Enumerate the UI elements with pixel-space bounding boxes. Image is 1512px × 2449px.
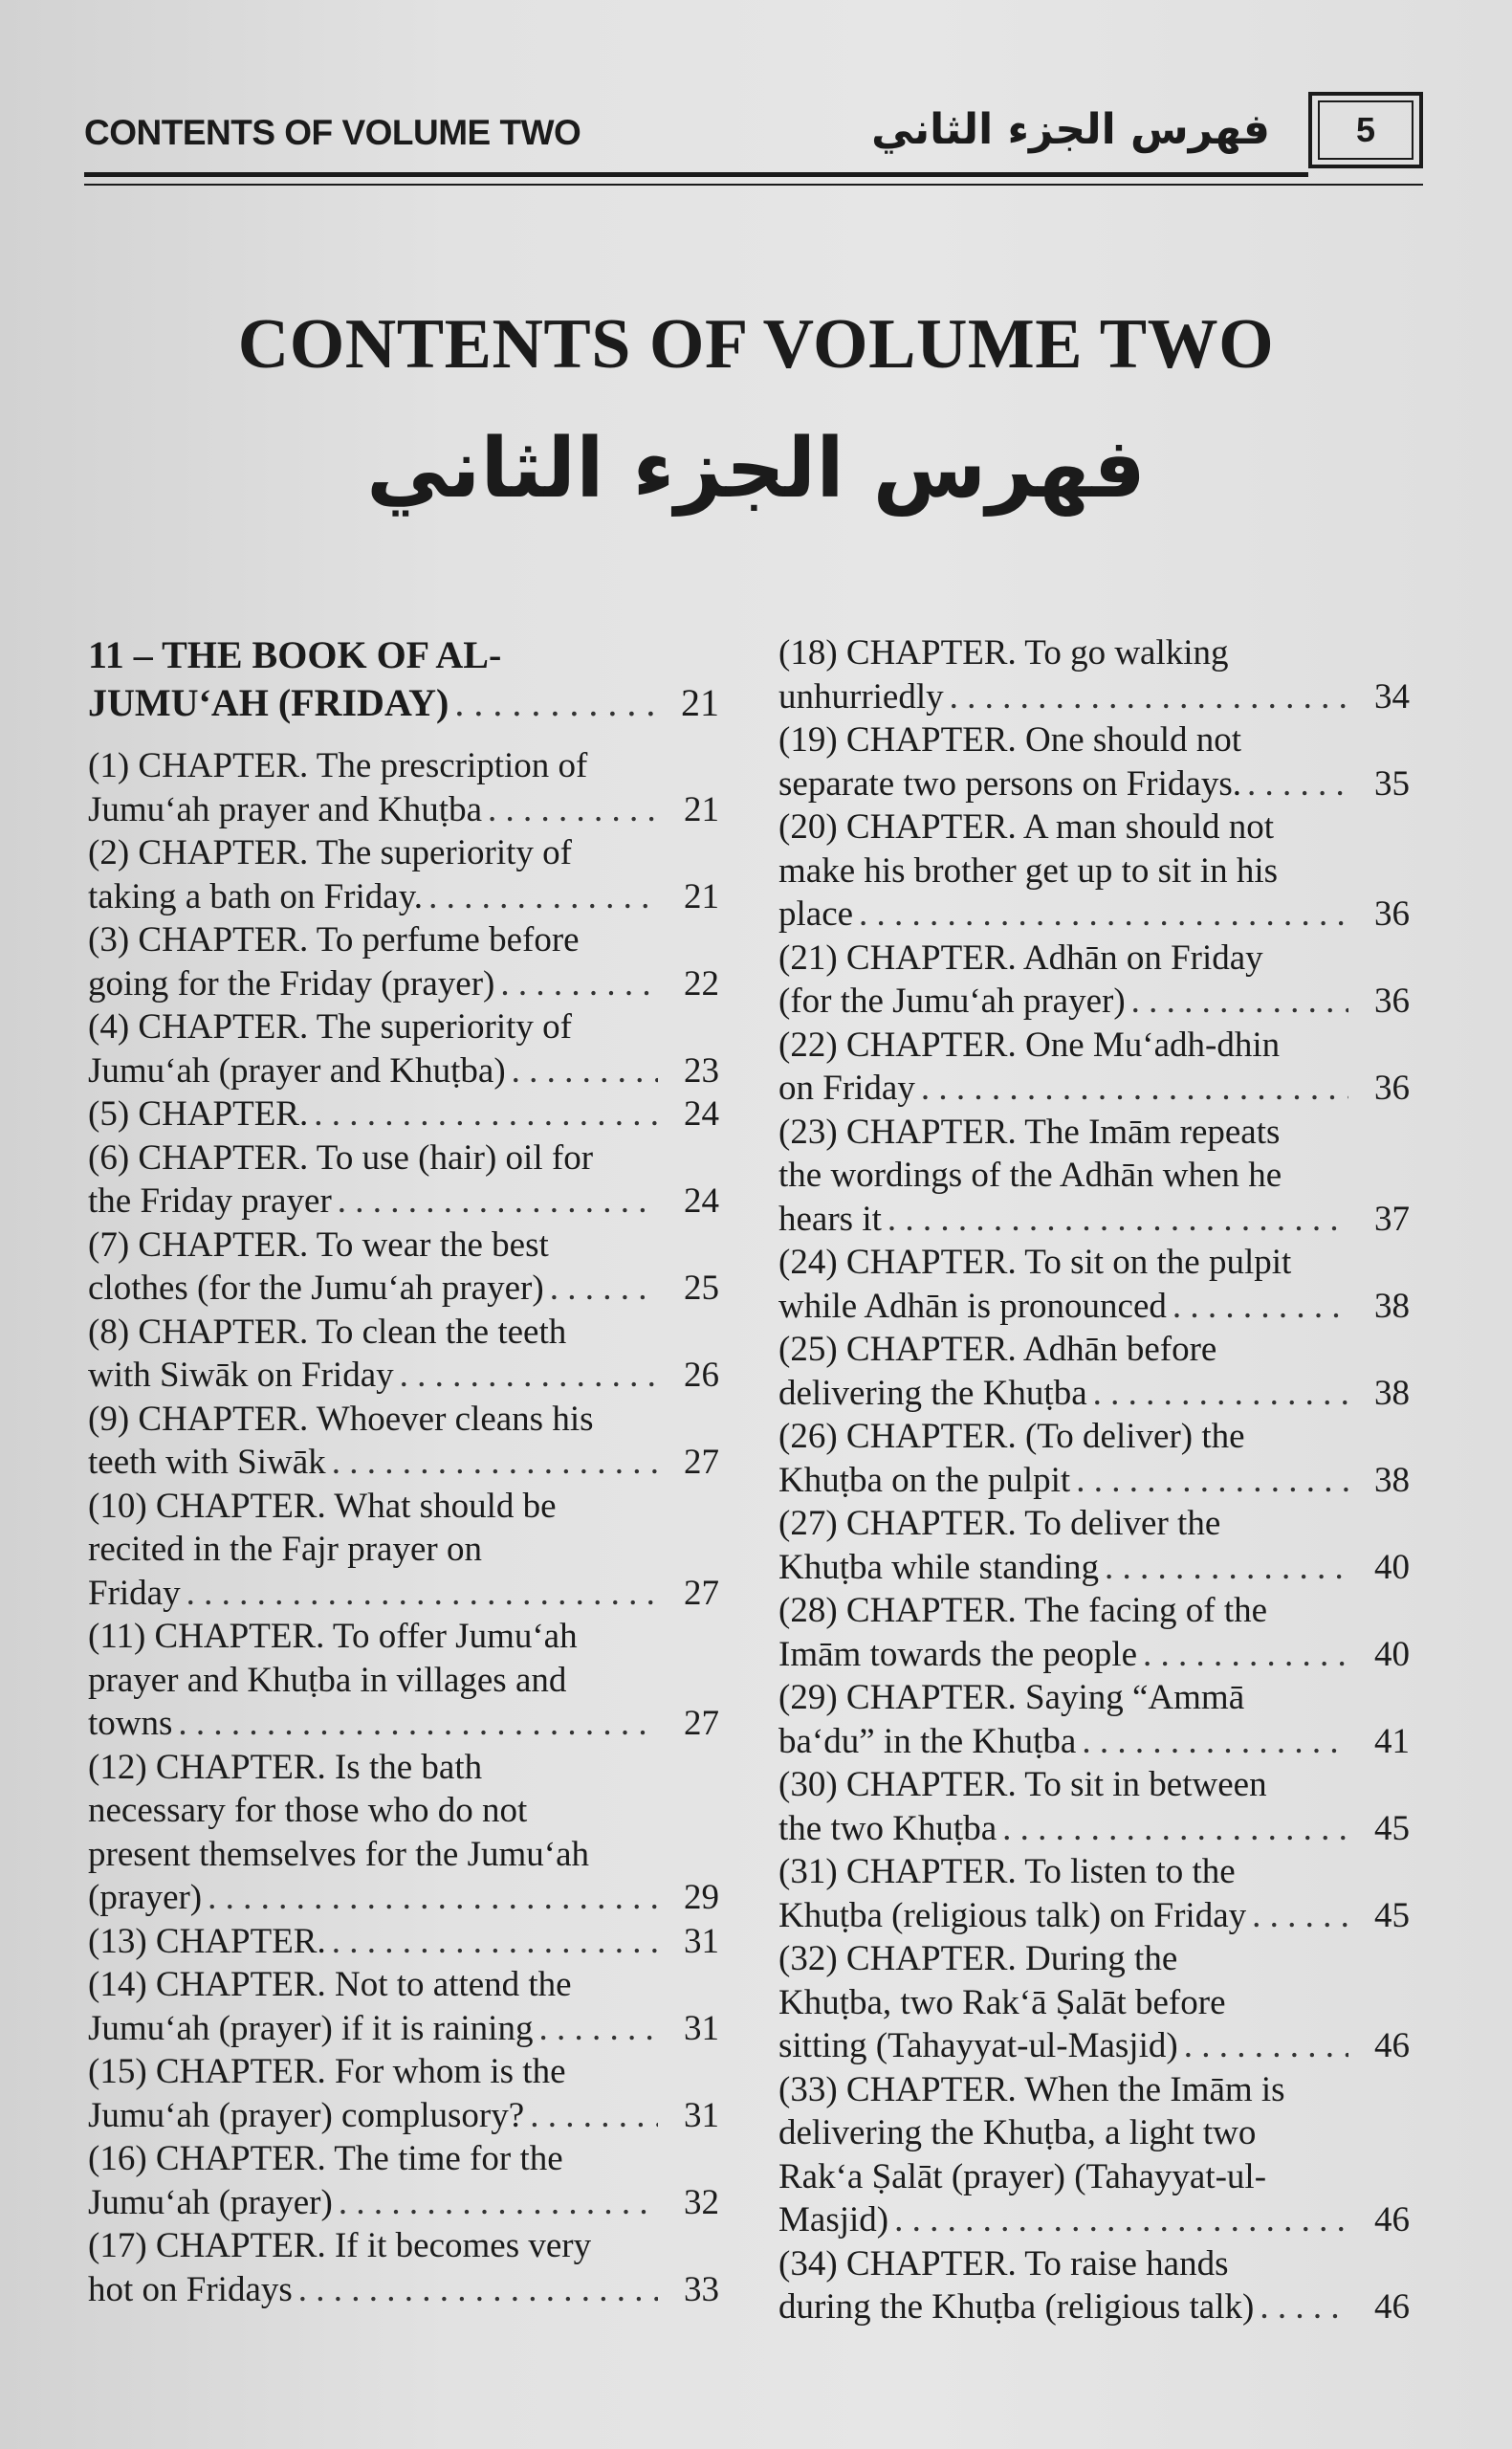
toc-entry[interactable] [778, 1024, 1410, 1111]
leader-dots [178, 1702, 658, 1746]
toc-entry[interactable] [88, 1136, 719, 1224]
toc-entry-line: (29) CHAPTER. Saying “Ammā [778, 1678, 1245, 1717]
running-header [84, 92, 1423, 178]
toc-entry-line: Khuṭba while standing [778, 1547, 1100, 1587]
toc-entry-line: while Adhān is pronounced [778, 1286, 1167, 1326]
toc-entry-line: (16) CHAPTER. The time for the [88, 2139, 563, 2178]
toc-entry-line: going for the Friday (prayer) [88, 963, 495, 1004]
toc-entry-line: Jumu‘ah (prayer) if it is raining [88, 2008, 534, 2048]
toc-page-number: 21 [684, 789, 719, 829]
toc-entry-line: (11) CHAPTER. To offer Jumu‘ah [88, 1617, 578, 1656]
toc-entry-line: hears it [778, 1199, 882, 1239]
toc-page-number: 35 [1374, 763, 1410, 804]
toc-entry[interactable] [88, 1005, 719, 1092]
toc-entry-line: (28) CHAPTER. The facing of the [778, 1591, 1268, 1630]
leader-dots [950, 675, 1348, 719]
toc-entry-line: separate two persons on Fridays. [778, 763, 1241, 804]
toc-entry-line: (13) CHAPTER. [88, 1921, 326, 1961]
toc-entry-line: (24) CHAPTER. To sit on the pulpit [778, 1243, 1292, 1282]
toc-entry-line: with Siwāk on Friday [88, 1356, 394, 1395]
toc-entry-line: (25) CHAPTER. Adhān before [778, 1330, 1217, 1369]
arabic-title: فهرس الجزء الثاني [366, 421, 1146, 517]
leader-dots [1076, 1459, 1348, 1503]
toc-page-number: 36 [1374, 1069, 1410, 1108]
toc-entry[interactable] [778, 805, 1410, 937]
toc-page-number: 33 [684, 2269, 719, 2309]
toc-entry-line: hot on Fridays [88, 2269, 293, 2309]
toc-entry-line: (23) CHAPTER. The Imām repeats [778, 1112, 1281, 1152]
toc-entry[interactable] [88, 1615, 719, 1746]
leader-dots [887, 1198, 1348, 1242]
toc-entry-line: towns [88, 1704, 173, 1743]
leader-dots [859, 893, 1348, 937]
toc-page-number: 29 [684, 1878, 719, 1917]
toc-page-number: 45 [1374, 1895, 1410, 1935]
toc-entry-line: (30) CHAPTER. To sit in between [778, 1765, 1267, 1804]
toc-entry-line: (prayer) [88, 1878, 203, 1917]
right-column [778, 631, 1410, 2329]
running-header-arabic: فهرس الجزء الثاني [871, 105, 1270, 154]
toc-entry[interactable] [88, 1485, 719, 1616]
toc-entry-line: (27) CHAPTER. To deliver the [778, 1504, 1221, 1543]
leader-dots [530, 2094, 658, 2138]
toc-entry-line: sitting (Tahayyat-ul-Masjid) [778, 2026, 1178, 2065]
toc-entry-line: (6) CHAPTER. To use (hair) oil for [88, 1137, 594, 1178]
toc-entry-line: Khuṭba (religious talk) on Friday [778, 1895, 1247, 1935]
toc-entry[interactable] [778, 1502, 1410, 1589]
leader-dots [1184, 2024, 1348, 2068]
toc-entry-line: (3) CHAPTER. To perfume before [88, 920, 580, 960]
toc-entry[interactable] [778, 2068, 1410, 2242]
toc-entry-line: ba‘du” in the Khuṭba [778, 1721, 1077, 1761]
toc-entry[interactable] [88, 918, 719, 1005]
leader-dots [428, 875, 658, 919]
toc-entry-line: Khuṭba, two Rak‘ā Ṣalāt before [778, 1982, 1226, 2022]
toc-page-number: 27 [684, 1704, 719, 1743]
leader-dots [1143, 1633, 1348, 1677]
leader-dots [550, 1267, 658, 1311]
toc-entry-line: (21) CHAPTER. Adhān on Friday [778, 938, 1263, 978]
book-heading-line2: JUMU‘AH (FRIDAY) [88, 681, 449, 724]
leader-dots [921, 1067, 1348, 1111]
toc-entry-line: delivering the Khuṭba [778, 1373, 1087, 1413]
toc-page-number: 26 [684, 1356, 719, 1395]
toc-page-number: 27 [684, 1443, 719, 1482]
toc-entry-line: (10) CHAPTER. What should be [88, 1486, 557, 1526]
toc-page-number: 45 [1374, 1808, 1410, 1848]
book-page-number: 21 [681, 681, 719, 724]
toc-entry-line: (5) CHAPTER. [88, 1094, 309, 1134]
leader-dots [339, 2181, 658, 2225]
toc-entry-line: Rak‘a Ṣalāt (prayer) (Tahayyat-ul- [778, 2156, 1267, 2196]
leader-dots [208, 1876, 658, 1920]
toc-page-number: 46 [1374, 2287, 1410, 2327]
toc-page-number: 31 [684, 2008, 719, 2048]
toc-entry-line: (22) CHAPTER. One Mu‘adh-dhin [778, 1025, 1281, 1065]
toc-page-number: 38 [1374, 1373, 1410, 1413]
toc-entry-line: (12) CHAPTER. Is the bath [88, 1747, 483, 1787]
toc-page-number: 38 [1374, 1286, 1410, 1326]
toc-entry[interactable] [88, 2224, 719, 2311]
toc-page-number: 31 [684, 2095, 719, 2135]
header-rule [84, 172, 1308, 177]
leader-dots [1260, 2285, 1348, 2329]
toc-entry[interactable] [778, 718, 1410, 805]
toc-entry-line: on Friday [778, 1069, 915, 1108]
toc-entry-line: (4) CHAPTER. The superiority of [88, 1007, 572, 1047]
toc-entry-line: Friday [88, 1573, 181, 1613]
toc-page-number: 25 [684, 1269, 719, 1308]
running-header-title: CONTENTS OF VOLUME TWO [84, 113, 581, 152]
toc-entry[interactable] [88, 1398, 719, 1485]
toc-entry[interactable] [88, 1746, 719, 1920]
toc-entry-line: teeth with Siwāk [88, 1443, 326, 1482]
toc-page-number: 24 [684, 1094, 719, 1134]
toc-entry-line: Jumu‘ah prayer and Khuṭba [88, 789, 483, 829]
leader-dots [1131, 980, 1348, 1024]
toc-entry[interactable] [778, 1850, 1410, 1937]
toc-page-number: 46 [1374, 2200, 1410, 2239]
toc-entry[interactable] [778, 1111, 1410, 1242]
toc-page-number: 37 [1374, 1199, 1410, 1239]
toc-page-number: 46 [1374, 2026, 1410, 2065]
toc-entry-line: (for the Jumu‘ah prayer) [778, 982, 1126, 1021]
toc-page-number: 21 [684, 876, 719, 916]
toc-page-number: 36 [1374, 894, 1410, 934]
toc-page-number: 23 [684, 1050, 719, 1091]
toc-entry-line: (17) CHAPTER. If it becomes very [88, 2226, 592, 2265]
leader-dots [1252, 1894, 1348, 1938]
leader-dots [400, 1354, 658, 1398]
toc-entry[interactable] [778, 2242, 1410, 2329]
toc-entry-line: Jumu‘ah (prayer and Khuṭba) [88, 1050, 506, 1091]
toc-entry-line: (8) CHAPTER. To clean the teeth [88, 1312, 567, 1352]
toc-page-number: 38 [1374, 1460, 1410, 1500]
toc-entry-line: Masjid) [778, 2200, 889, 2239]
toc-entry[interactable] [778, 937, 1410, 1024]
toc-entry[interactable] [88, 1311, 719, 1398]
toc-entry[interactable] [88, 2050, 719, 2137]
toc-entry-line: Khuṭba on the pulpit [778, 1460, 1071, 1500]
left-entry-list [88, 744, 719, 2311]
toc-entry[interactable] [88, 2137, 719, 2224]
book-heading-line1: 11 – THE BOOK OF AL- [88, 633, 502, 676]
toc-page-number: 40 [1374, 1547, 1410, 1587]
toc-entry[interactable] [88, 831, 719, 918]
toc-entry-line: necessary for those who do not [88, 1791, 528, 1830]
toc-entry-line: present themselves for the Jumu‘ah [88, 1834, 590, 1874]
toc-entry-line: (32) CHAPTER. During the [778, 1939, 1178, 1978]
toc-entry-line: (33) CHAPTER. When the Imām is [778, 2069, 1285, 2109]
leader-dots [332, 1920, 658, 1964]
header-rule-thin [84, 184, 1423, 186]
page-number-box [1308, 92, 1423, 168]
toc-entry-line: Jumu‘ah (prayer) complusory? [88, 2095, 525, 2135]
toc-entry-line: the two Khuṭba [778, 1808, 997, 1848]
leader-dots [1002, 1807, 1348, 1851]
page-number: 5 [1318, 100, 1413, 160]
toc-entry-line: during the Khuṭba (religious talk) [778, 2287, 1255, 2327]
toc-entry[interactable] [778, 1937, 1410, 2068]
toc-page-number: 24 [684, 1181, 719, 1221]
leader-dots [298, 2268, 658, 2312]
leader-dots [1093, 1372, 1348, 1416]
leader-dots [332, 1441, 658, 1485]
toc-page-number: 41 [1374, 1721, 1410, 1761]
toc-entry[interactable] [778, 631, 1410, 718]
toc-entry[interactable] [778, 1328, 1410, 1415]
right-entry-list [778, 631, 1410, 2329]
toc-page-number: 40 [1374, 1634, 1410, 1674]
toc-entry-line: (31) CHAPTER. To listen to the [778, 1852, 1236, 1891]
toc-entry-line: prayer and Khuṭba in villages and [88, 1660, 567, 1700]
toc-entry-line: (18) CHAPTER. To go walking [778, 633, 1229, 673]
toc-entry[interactable] [88, 1092, 719, 1136]
main-title: CONTENTS OF VOLUME TWO [237, 305, 1275, 384]
toc-page-number: 22 [684, 963, 719, 1004]
leader-dots [1082, 1720, 1348, 1764]
toc-entry-line: (7) CHAPTER. To wear the best [88, 1224, 549, 1265]
toc-entry-line: (2) CHAPTER. The superiority of [88, 833, 572, 872]
toc-page-number: 32 [684, 2182, 719, 2222]
leader-dots [314, 1092, 658, 1136]
toc-entry[interactable] [778, 1763, 1410, 1850]
leader-dots [488, 788, 658, 832]
toc-entry-line: taking a bath on Friday. [88, 876, 424, 916]
toc-entry-line: delivering the Khuṭba, a light two [778, 2113, 1257, 2152]
toc-entry-line: (9) CHAPTER. Whoever cleans his [88, 1399, 594, 1439]
toc-page-number: 27 [684, 1573, 719, 1613]
leader-dots [1172, 1285, 1348, 1329]
toc-entry-line: Imām towards the people [778, 1634, 1138, 1674]
toc-entry-line: (15) CHAPTER. For whom is the [88, 2052, 566, 2091]
toc-entry-line: (20) CHAPTER. A man should not [778, 807, 1275, 847]
toc-entry[interactable] [88, 1224, 719, 1311]
toc-entry-line: the Friday prayer [88, 1181, 332, 1221]
leader-dots [894, 2198, 1348, 2242]
toc-entry-line: the wordings of the Adhān when he [778, 1156, 1282, 1195]
leader-dots [500, 962, 658, 1006]
toc-entry-line: (14) CHAPTER. Not to attend the [88, 1965, 572, 2004]
toc-entry[interactable] [778, 1676, 1410, 1763]
toc-entry-line: clothes (for the Jumu‘ah prayer) [88, 1269, 544, 1308]
book-heading [88, 631, 719, 727]
toc-entry[interactable] [88, 1963, 719, 2050]
toc-entry-line: (34) CHAPTER. To raise hands [778, 2243, 1229, 2284]
toc-entry-line: make his brother get up to sit in his [778, 850, 1279, 891]
leader-dots [1247, 762, 1348, 806]
left-column [88, 631, 719, 2311]
leader-dots [538, 2007, 658, 2051]
leader-dots [1105, 1546, 1348, 1590]
toc-entry-line: recited in the Fajr prayer on [88, 1530, 482, 1569]
toc-entry-line: (1) CHAPTER. The prescription of [88, 746, 588, 785]
leader-dots [512, 1049, 658, 1093]
toc-entry-line: (26) CHAPTER. (To deliver) the [778, 1417, 1245, 1456]
toc-entry-line: place [778, 894, 854, 934]
leader-dots [338, 1180, 658, 1224]
toc-entry[interactable] [88, 744, 719, 831]
toc-entry-line: unhurriedly [778, 676, 944, 717]
toc-page-number: 31 [684, 1921, 719, 1961]
toc-page-number: 36 [1374, 982, 1410, 1021]
toc-entry[interactable] [778, 1415, 1410, 1502]
leader-dots [186, 1572, 658, 1616]
toc-entry[interactable] [88, 1920, 719, 1964]
toc-entry-line: Jumu‘ah (prayer) [88, 2182, 333, 2222]
toc-entry[interactable] [778, 1241, 1410, 1328]
toc-entry[interactable] [778, 1589, 1410, 1676]
toc-entry-line: (19) CHAPTER. One should not [778, 720, 1242, 760]
toc-page-number: 34 [1374, 676, 1410, 717]
